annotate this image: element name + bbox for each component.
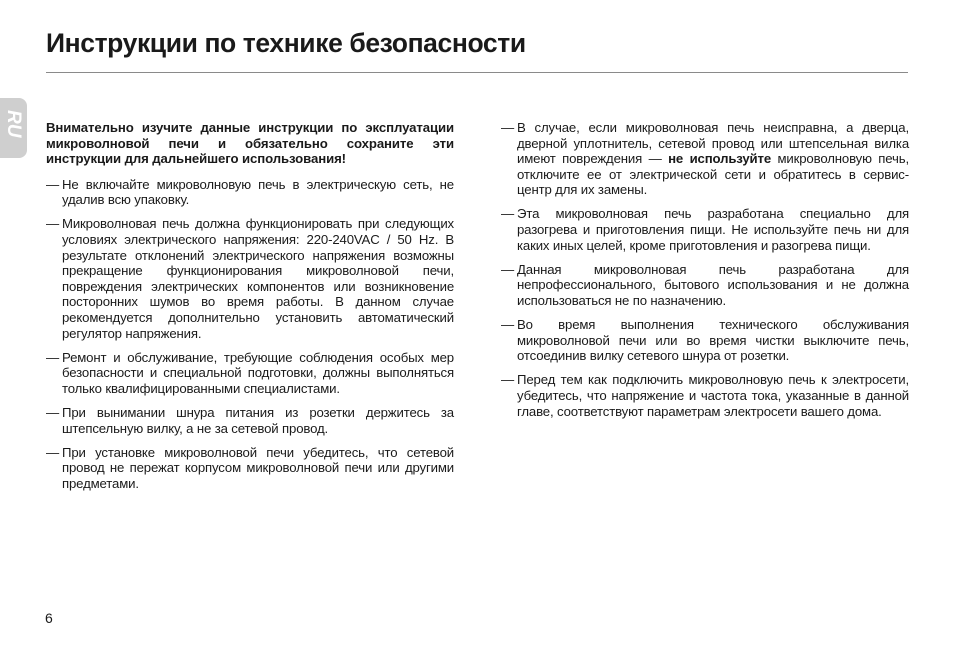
safety-item-text: В случае, если микроволновая печь неисправна, а дверца, дверной уплотнитель, сетевой провод или штепсельная вилка имеют повреждения —: [517, 120, 909, 167]
language-tab-label: RU: [3, 110, 24, 138]
safety-item-text: Данная микроволновая печь разработана для непрофессионального, бытового использования и не должна использоваться не по назначению.: [517, 261, 909, 308]
item-dash: —: [501, 261, 515, 277]
safety-item-text: микроволновую печь, отключите ее от электрической сети и обратитесь в сервис-центр для их замены.: [517, 151, 909, 198]
safety-item: [46, 405, 454, 436]
item-dash: —: [46, 349, 60, 365]
safety-item: [501, 372, 909, 419]
right-column: [501, 120, 909, 428]
safety-item-text: При установке микроволновой печи убедитесь, что сетевой провод не пережат корпусом микроволновой печи или другими предметами.: [62, 444, 454, 491]
intro-warning: Внимательно изучите данные инструкции по эксплуатации микроволновой печи и обязательно сохраните эти инструкции для дальнейшего использования!: [46, 120, 454, 167]
safety-item: [46, 445, 454, 492]
item-dash: —: [501, 120, 515, 135]
safety-item-text: Ремонт и обслуживание, требующие соблюдения особых мер безопасности и специальной подготовки, должны выполняться только квалифицированными специалистами.: [62, 349, 454, 396]
page-number: 6: [45, 610, 53, 626]
safety-item-text: Не включайте микроволновую печь в электрическую сеть, не удалив всю упаковку.: [62, 176, 454, 208]
safety-item: [46, 350, 454, 397]
safety-item-text: Перед тем как подключить микроволновую печь к электросети, убедитесь, что напряжение и частота тока, указанные в данной главе, соответствуют параметрам электросети вашего дома.: [517, 372, 909, 419]
safety-item-emphasis: не используйте: [668, 151, 772, 167]
safety-item-text: Во время выполнения технического обслуживания микроволновой печи или во время чистки выключите печь, отсоединив вилку сетевого шнура от розетки.: [517, 317, 909, 364]
safety-item: [501, 206, 909, 253]
item-dash: —: [501, 372, 515, 388]
item-dash: —: [501, 317, 515, 333]
item-dash: —: [46, 444, 60, 460]
safety-item-text: Микроволновая печь должна функционировать при следующих условиях электрического напряжения: 220-240VAC / 50 Hz. В результате отклонений электрического напряжения возможны прекращение функционирования микроволновой печи, повреждения электрических компонентов или возникновение посторонних шумов во время работы. В данном случае рекомендуется дополнительно установить автоматический регулятор напряжения.: [62, 216, 454, 341]
safety-item: [501, 317, 909, 364]
safety-item: [501, 262, 909, 309]
item-dash: —: [501, 206, 515, 222]
item-dash: —: [46, 216, 60, 232]
item-dash: —: [46, 405, 60, 420]
item-dash: —: [46, 176, 60, 192]
safety-item: [46, 177, 454, 208]
safety-item: [46, 216, 454, 341]
safety-item-text: При вынимании шнура питания из розетки держитесь за штепсельную вилку, а не за сетевой провод.: [62, 405, 454, 436]
left-column: [46, 120, 454, 500]
safety-item-text: Эта микроволновая печь разработана специально для разогрева и приготовления пищи. Не используйте печь ни для каких иных целей, кроме приготовления и разогрева пищи.: [517, 206, 909, 253]
title-divider: [46, 72, 908, 73]
page-title: Инструкции по технике безопасности: [46, 28, 526, 58]
safety-item: [501, 120, 909, 198]
language-tab: [0, 98, 27, 158]
